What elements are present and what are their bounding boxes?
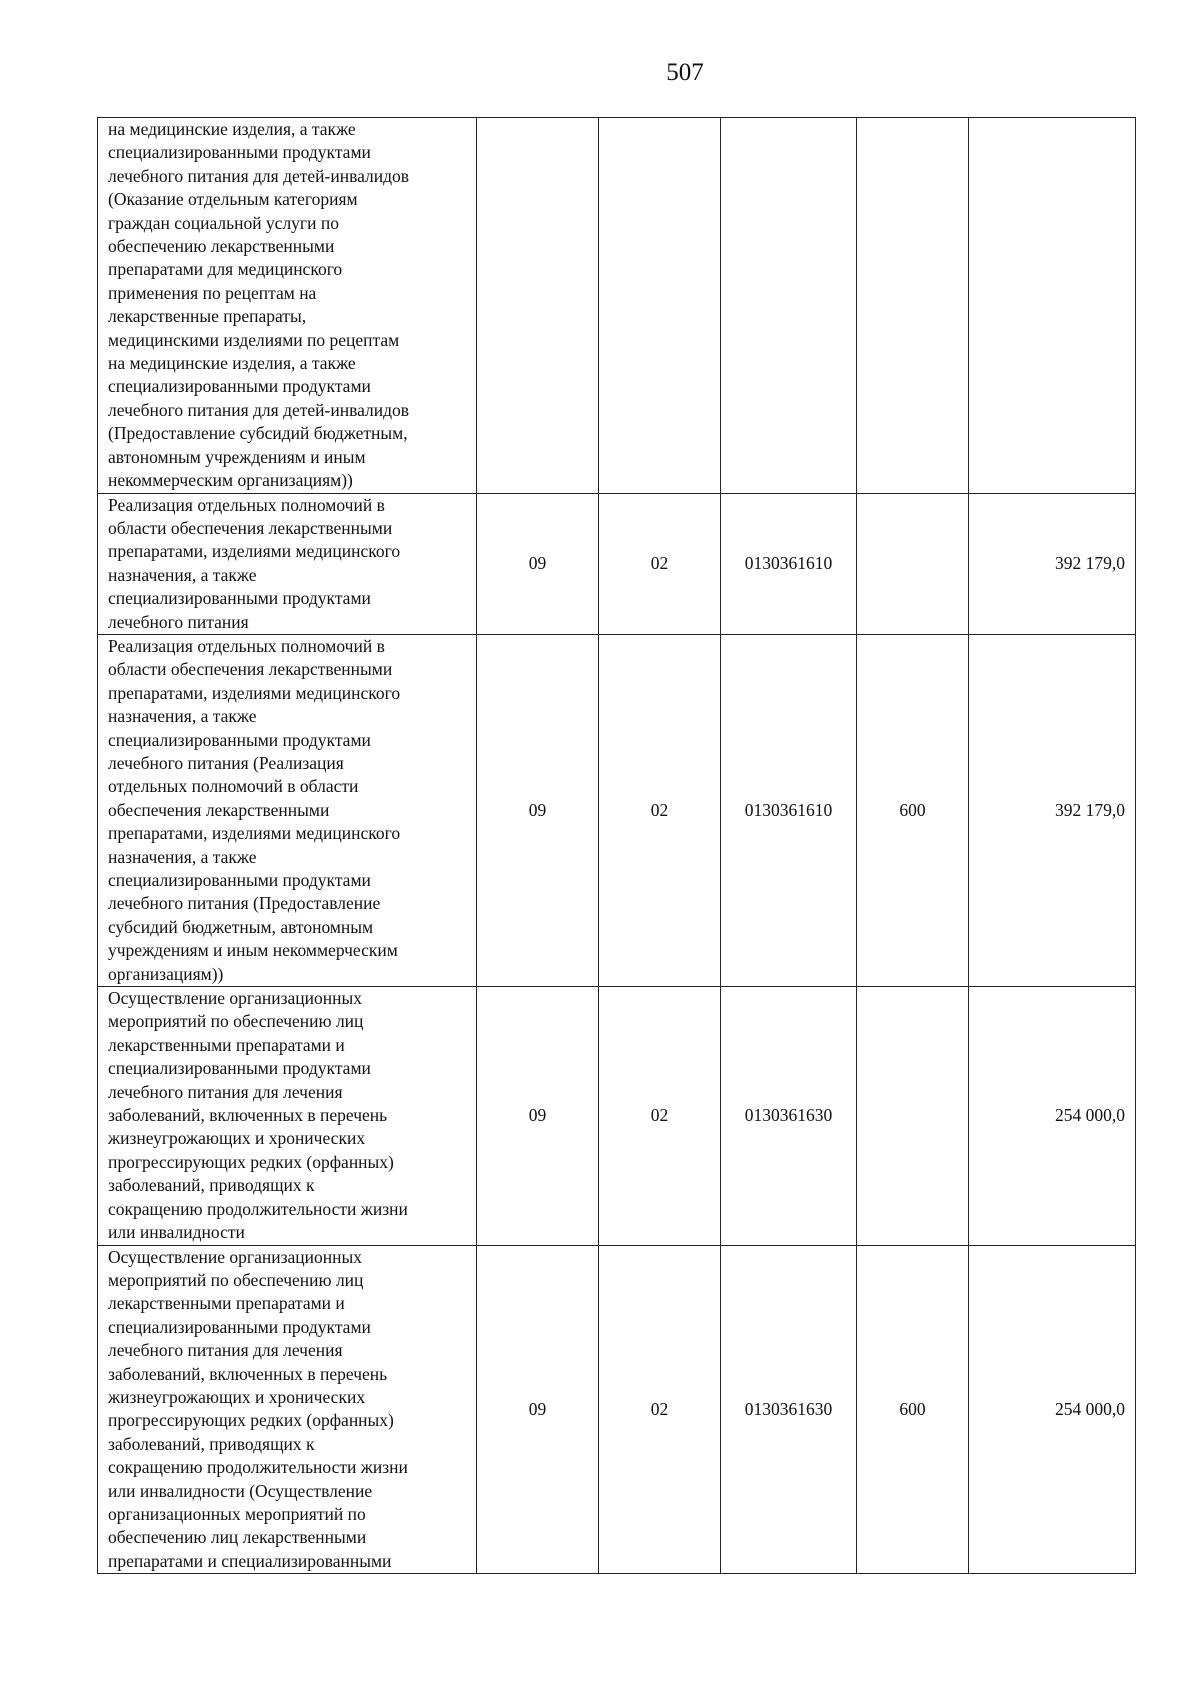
description-line: обеспечения лекарственными bbox=[108, 799, 330, 820]
description-line: специализированными продуктами bbox=[108, 142, 371, 163]
description-line: Реализация отдельных полномочий в bbox=[108, 635, 385, 656]
target-article-code-cell: 0130361610 bbox=[721, 634, 857, 986]
subsection-code-cell: 02 bbox=[599, 634, 721, 986]
description-line: лечебного питания для лечения bbox=[108, 1081, 343, 1102]
page-number: 507 bbox=[666, 59, 704, 86]
description-line: лечебного питания (Реализация bbox=[108, 752, 344, 773]
description-line: лечебного питания для лечения bbox=[108, 1340, 343, 1361]
description-cell bbox=[98, 118, 477, 494]
description-line: медицинскими изделиями по рецептам bbox=[108, 329, 400, 350]
description-line: Осуществление организационных bbox=[108, 1246, 362, 1267]
table-row bbox=[98, 634, 1136, 986]
section-code-cell: 09 bbox=[477, 1245, 599, 1574]
description-line: назначения, а также bbox=[108, 706, 257, 727]
amount-cell: 254 000,0 bbox=[969, 1245, 1136, 1574]
description-line: прогрессирующих редких (орфанных) bbox=[108, 1151, 394, 1172]
description-line: препаратами, изделиями медицинского bbox=[108, 541, 401, 562]
expense-type-code-cell: 600 bbox=[857, 1245, 969, 1574]
description-line: обеспечению лекарственными bbox=[108, 236, 335, 257]
description-line: обеспечению лиц лекарственными bbox=[108, 1527, 367, 1548]
description-line: лечебного питания bbox=[108, 611, 249, 632]
description-line: жизнеугрожающих и хронических bbox=[108, 1386, 366, 1407]
description-line: некоммерческим организациям)) bbox=[108, 470, 353, 491]
description-line: лекарственными препаратами и bbox=[108, 1034, 345, 1055]
description-line: мероприятий по обеспечению лиц bbox=[108, 1269, 364, 1290]
description-line: специализированными продуктами bbox=[108, 588, 371, 609]
description-line: или инвалидности (Осуществление bbox=[108, 1480, 373, 1501]
description-line: мероприятий по обеспечению лиц bbox=[108, 1011, 364, 1032]
subsection-code-cell: 02 bbox=[599, 987, 721, 1245]
description-line: заболеваний, приводящих к bbox=[108, 1433, 315, 1454]
description-cell bbox=[98, 987, 477, 1245]
description-line: специализированными продуктами bbox=[108, 1058, 371, 1079]
description-line: на медицинские изделия, а также bbox=[108, 119, 356, 139]
description-line: организационных мероприятий по bbox=[108, 1503, 366, 1524]
table-row bbox=[98, 493, 1136, 634]
description-line: Реализация отдельных полномочий в bbox=[108, 494, 385, 515]
description-line: отдельных полномочий в области bbox=[108, 776, 359, 797]
subsection-code-cell: 02 bbox=[599, 1245, 721, 1574]
amount-cell: 392 179,0 bbox=[969, 493, 1136, 634]
expense-type-code-cell bbox=[857, 493, 969, 634]
description-line: (Предоставление субсидий бюджетным, bbox=[108, 423, 408, 444]
subsection-code-cell: 02 bbox=[599, 493, 721, 634]
description-line: автономным учреждениям и иным bbox=[108, 446, 366, 467]
description-line: применения по рецептам на bbox=[108, 282, 317, 303]
description-line: субсидий бюджетным, автономным bbox=[108, 916, 374, 937]
description-line: лекарственными препаратами и bbox=[108, 1293, 345, 1314]
table-body bbox=[98, 118, 1136, 1574]
description-line: специализированными продуктами bbox=[108, 376, 371, 397]
description-line: лечебного питания (Предоставление bbox=[108, 893, 381, 914]
budget-table bbox=[97, 117, 1136, 1574]
description-line: сокращению продолжительности жизни bbox=[108, 1198, 408, 1219]
section-code-cell: 09 bbox=[477, 987, 599, 1245]
subsection-code-cell bbox=[599, 118, 721, 494]
description-line: жизнеугрожающих и хронических bbox=[108, 1128, 366, 1149]
description-line: лечебного питания для детей-инвалидов bbox=[108, 165, 410, 186]
table-row bbox=[98, 987, 1136, 1245]
description-line: лечебного питания для детей-инвалидов bbox=[108, 399, 410, 420]
amount-cell: 254 000,0 bbox=[969, 987, 1136, 1245]
description-line: специализированными продуктами bbox=[108, 1316, 371, 1337]
description-line: специализированными продуктами bbox=[108, 729, 371, 750]
target-article-code-cell bbox=[721, 118, 857, 494]
description-line: на медицинские изделия, а также bbox=[108, 353, 356, 374]
description-line: граждан социальной услуги по bbox=[108, 212, 339, 233]
description-line: прогрессирующих редких (орфанных) bbox=[108, 1410, 394, 1431]
expense-type-code-cell bbox=[857, 987, 969, 1245]
description-cell bbox=[98, 493, 477, 634]
table-row bbox=[98, 1245, 1136, 1574]
description-line: препаратами для медицинского bbox=[108, 259, 343, 280]
description-line: заболеваний, включенных в перечень bbox=[108, 1105, 388, 1126]
description-line: или инвалидности bbox=[108, 1222, 245, 1243]
section-code-cell: 09 bbox=[477, 634, 599, 986]
description-line: (Оказание отдельным категориям bbox=[108, 189, 358, 210]
amount-cell bbox=[969, 118, 1136, 494]
description-line: области обеспечения лекарственными bbox=[108, 659, 393, 680]
description-line: организациям)) bbox=[108, 963, 224, 984]
description-line: препаратами и специализированными bbox=[108, 1550, 392, 1571]
target-article-code-cell: 0130361630 bbox=[721, 1245, 857, 1574]
description-line: Осуществление организационных bbox=[108, 988, 362, 1009]
section-code-cell bbox=[477, 118, 599, 494]
amount-cell: 392 179,0 bbox=[969, 634, 1136, 986]
description-line: области обеспечения лекарственными bbox=[108, 517, 393, 538]
description-line: препаратами, изделиями медицинского bbox=[108, 682, 401, 703]
target-article-code-cell: 0130361610 bbox=[721, 493, 857, 634]
expense-type-code-cell bbox=[857, 118, 969, 494]
description-cell bbox=[98, 1245, 477, 1574]
description-line: заболеваний, приводящих к bbox=[108, 1175, 315, 1196]
description-line: заболеваний, включенных в перечень bbox=[108, 1363, 388, 1384]
description-line: лекарственные препараты, bbox=[108, 306, 307, 327]
description-line: сокращению продолжительности жизни bbox=[108, 1457, 408, 1478]
expense-type-code-cell: 600 bbox=[857, 634, 969, 986]
description-line: учреждениям и иным некоммерческим bbox=[108, 940, 398, 961]
description-line: назначения, а также bbox=[108, 846, 257, 867]
description-line: назначения, а также bbox=[108, 564, 257, 585]
description-cell bbox=[98, 634, 477, 986]
description-line: специализированными продуктами bbox=[108, 870, 371, 890]
target-article-code-cell: 0130361630 bbox=[721, 987, 857, 1245]
description-line: препаратами, изделиями медицинского bbox=[108, 823, 401, 844]
section-code-cell: 09 bbox=[477, 493, 599, 634]
table-row bbox=[98, 118, 1136, 494]
